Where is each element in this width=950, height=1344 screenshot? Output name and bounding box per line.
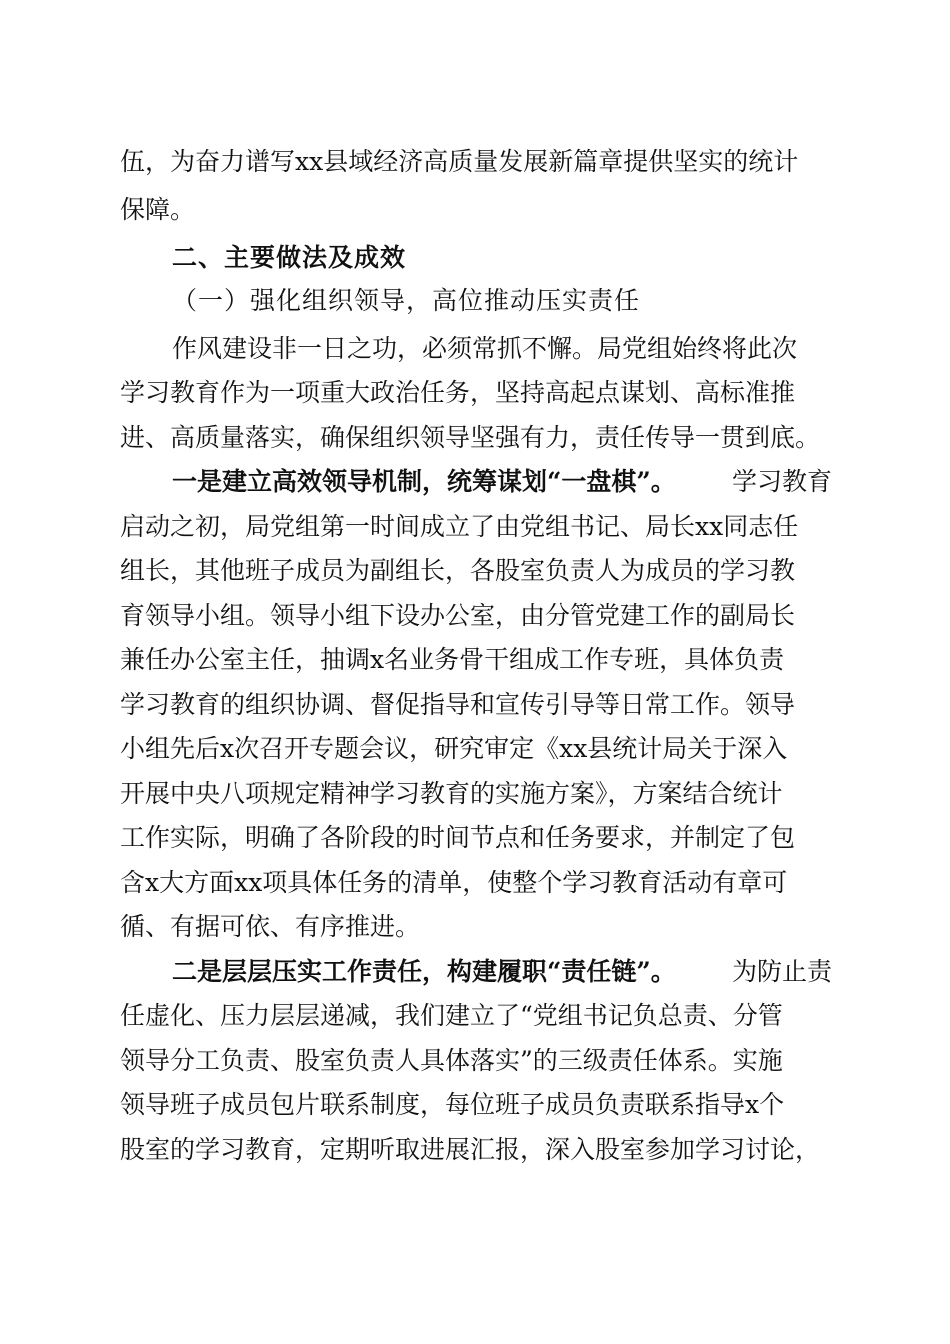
paragraph-1-line-2: 学习教育作为一项重大政治任务，坚持高起点谋划、高标准推 xyxy=(120,378,796,407)
paragraph-1-line-3: 进、高质量落实，确保组织领导坚强有力，责任传导一贯到底。 xyxy=(120,423,821,452)
paragraph-3-lead: 二是层层压实工作责任，构建履职“责任链”。 xyxy=(172,957,676,986)
paragraph-3-line-2: 领导分工负责、股室负责人具体落实”的三级责任体系。实施 xyxy=(120,1046,783,1075)
paragraph-2-line-8: 工作实际，明确了各阶段的时间节点和任务要求，并制定了包 xyxy=(120,823,796,852)
paragraph-2-line-2: 组长，其他班子成员为副组长，各股室负责人为成员的学习教 xyxy=(120,556,796,585)
section-heading: 二、主要做法及成效 xyxy=(172,243,407,272)
paragraph-2-line-3: 育领导小组。领导小组下设办公室，由分管党建工作的副局长 xyxy=(120,601,796,630)
paragraph-2-line-7: 开展中央八项规定精神学习教育的实施方案》，方案结合统计 xyxy=(120,779,783,808)
paragraph-2-line-6: 小组先后x次召开专题会议，研究审定《xx县统计局关于深入 xyxy=(120,734,788,763)
paragraph-3-line-1: 任虚化、压力层层递减，我们建立了“党组书记负总责、分管 xyxy=(120,1001,783,1030)
paragraph-2-line-1: 启动之初，局党组第一时间成立了由党组书记、局长xx同志任 xyxy=(120,512,799,541)
paragraph-2-line-5: 学习教育的组织协调、督促指导和宣传引导等日常工作。领导 xyxy=(120,690,796,719)
paragraph-2-first-line xyxy=(172,462,832,502)
paragraph-2-lead-tail: 学习教育 xyxy=(731,467,832,496)
paragraph-2-line-9: 含x大方面xx项具体任务的清单，使整个学习教育活动有章可 xyxy=(120,868,788,897)
paragraph-3-line-3: 领导班子成员包片联系制度，每位班子成员负责联系指导x个 xyxy=(120,1090,785,1119)
intro-line-1: 伍，为奋力谱写xx县域经济高质量发展新篇章提供坚实的统计 xyxy=(120,147,799,176)
paragraph-3-first-line xyxy=(172,952,832,992)
paragraph-3-line-4: 股室的学习教育，定期听取进展汇报，深入股室参加学习讨论， xyxy=(120,1135,821,1164)
subsection-heading: （一）强化组织领导，高位推动压实责任 xyxy=(172,286,641,315)
paragraph-1-line-1: 作风建设非一日之功，必须常抓不懈。局党组始终将此次 xyxy=(172,334,798,363)
paragraph-2-lead: 一是建立高效领导机制，统筹谋划“一盘棋”。 xyxy=(172,467,676,496)
paragraph-3-lead-tail: 为防止责 xyxy=(731,957,832,986)
intro-line-2: 保障。 xyxy=(120,195,196,224)
paragraph-2-line-10: 循、有据可依、有序推进。 xyxy=(120,912,421,941)
paragraph-2-line-4: 兼任办公室主任，抽调x名业务骨干组成工作专班，具体负责 xyxy=(120,645,785,674)
